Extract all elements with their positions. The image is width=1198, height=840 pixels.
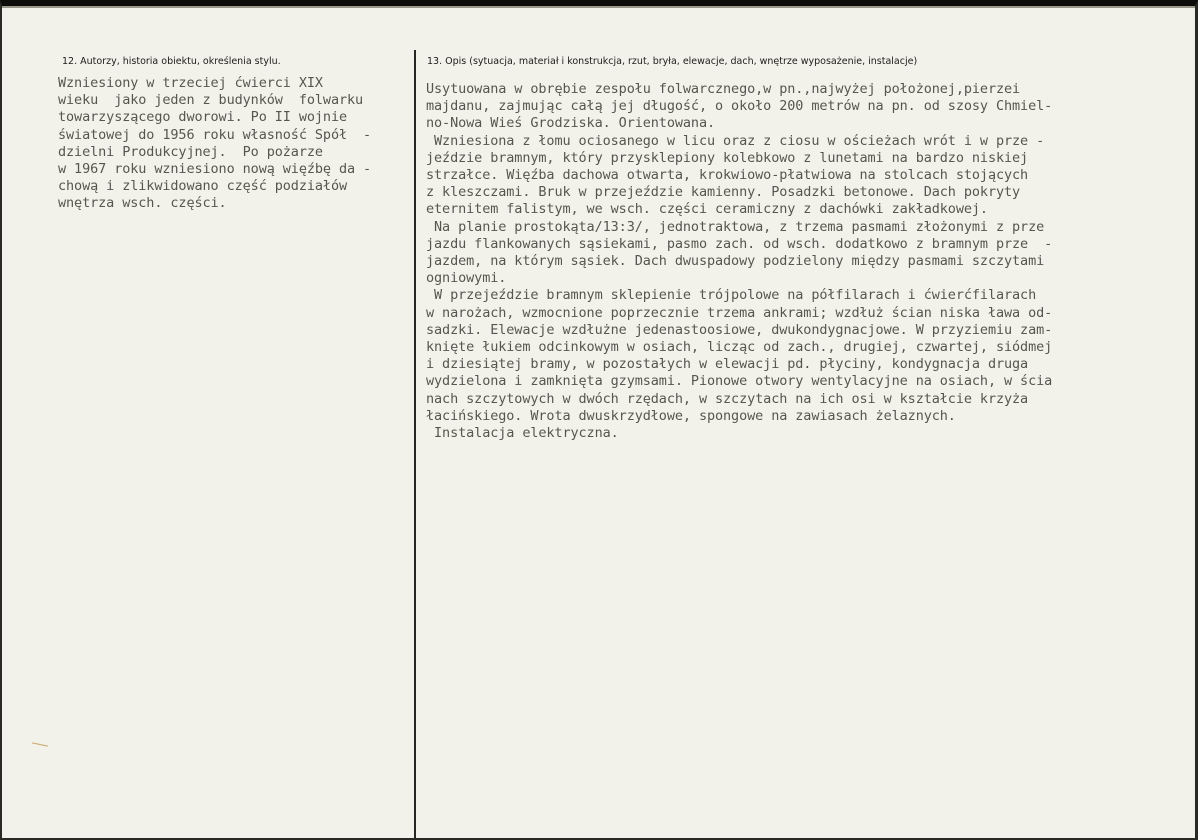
typed-line: światowej do 1956 roku własność Spół - [58,126,372,143]
typed-line: knięte łukiem odcinkowym w osiach, licząc od zach., drugiej, czwartej, siódmej [426,339,1053,356]
typed-line: wieku jako jeden z budynków folwarku [58,92,364,109]
typed-line: w narożach, wzmocnione poprzecznie trzema ankrami; wzdłuż ścian niska ława od- [426,304,1053,321]
typed-line: w 1967 roku wzniesiono nową więźbę da - [58,161,372,178]
typed-line: eternitem falistym, we wsch. części ceramiczny z dachówki zakładkowej. [426,201,988,218]
section-13-heading: 13. Opis (sytuacja, materiał i konstrukcja, rzut, bryła, elewacje, dach, wnętrze wyposażenie, instalacje) [427,56,918,67]
typed-line: dzielni Produkcyjnej. Po pożarze [58,143,323,160]
typed-line: chową i zlikwidowano część podziałów [58,178,347,195]
typed-line: z kleszczami. Bruk w przejeździe kamienny. Posadzki betonowe. Dach pokryty [426,184,1021,201]
typed-line: no-Nowa Wieś Grodziska. Orientowana. [426,115,715,132]
typed-line: majdanu, zajmując całą jej długość, o około 200 metrów na pn. od szosy Chmiel- [426,98,1053,115]
typed-line: łacińskiego. Wrota dwuskrzydłowe, spongowe na zawiasach żelaznych. [426,407,956,424]
typed-line: wydzielona i zamknięta gzymsami. Pionowe otwory wentylacyjne na osiach, w ścia [426,373,1053,390]
section-13-text [426,81,1198,442]
column-divider [414,50,416,840]
typed-line: sadzki. Elewacje wzdłużne jedenastoosiowe, dwukondygnacjowe. W przyziemiu zam- [426,321,1053,338]
typed-line: strzałce. Więźba dachowa otwarta, krokwiowo-płatwiowa na stolcach stojących [426,167,1029,184]
typed-line: Usytuowana w obrębie zespołu folwarcznego,w pn.,najwyżej położonej,pierzei [426,81,1021,97]
typed-line: Wzniesiona z łomu ociosanego w licu oraz z ciosu w ościeżach wrót i w prze - [426,132,1045,149]
pencil-mark [32,742,48,746]
typed-line: W przejeździe bramnym sklepienie trójpolowe na półfilarach i ćwierćfilarach [426,287,1037,304]
section-12-text [58,75,410,213]
typed-line: ogniowymi. [426,270,507,287]
typed-line: Wzniesiony w trzeciej ćwierci XIX [58,75,323,91]
typed-line: wnętrza wsch. części. [58,195,227,212]
section-12-heading: 12. Autorzy, historia obiektu, określenia stylu. [62,56,281,67]
typed-line: jazdem, na którym sąsiek. Dach dwuspadowy podzielony między pasmami szczytami [426,253,1045,270]
typed-line: i dziesiątej bramy, w pozostałych w elewacji pd. płyciny, kondygnacja druga [426,356,1029,373]
typed-line: jeździe bramnym, który przysklepiony kolebkowo z lunetami na bardzo niskiej [426,149,1029,166]
typed-line: Na planie prostokąta/13:3/, jednotraktowa, z trzema pasmami złożonymi z prze [426,218,1045,235]
top-edge-rule [2,6,1195,8]
typed-line: Instalacja elektryczna. [426,425,619,442]
typed-line: towarzyszącego dworowi. Po II wojnie [58,109,347,126]
typed-line: jazdu flankowanych sąsiekami, pasmo zach. od wsch. dodatkowo z bramnym prze - [426,235,1053,252]
typed-line: nach szczytowych w dwóch rzędach, w szczytach na ich osi w kształcie krzyża [426,390,1029,407]
